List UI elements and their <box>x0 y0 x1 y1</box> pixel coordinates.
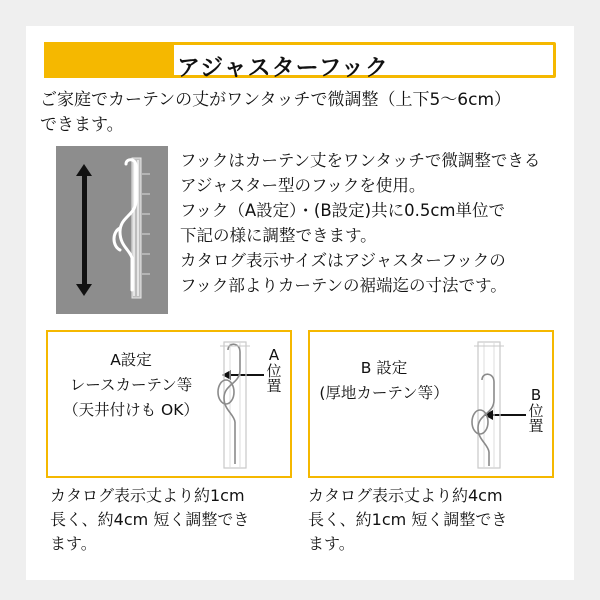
panel-captions <box>46 484 566 570</box>
panel-a-position-label: A 位 置 <box>266 346 282 396</box>
caption-a <box>50 484 300 556</box>
description-line: カタログ表示サイズはアジャスターフックの <box>180 251 506 271</box>
caption-b-line: 長く、約1cm 短く調整でき <box>308 510 508 529</box>
caption-b-line: ます。 <box>308 534 355 553</box>
title-banner-accent-bar <box>44 42 174 78</box>
panel-a-label: （天井付けも OK） <box>63 401 199 420</box>
panel-b-setting <box>308 330 554 478</box>
edge-shade-bottom <box>0 580 600 600</box>
panel-a-setting <box>46 330 292 478</box>
panel-b-label: (厚地カーテン等） <box>319 384 449 403</box>
description-line: フックはカーテン丈をワンタッチで微調整できる <box>180 151 541 170</box>
description-line: 下記の様に調整できます。 <box>180 226 377 246</box>
panel-a-label: レースカーテン等 <box>69 376 193 395</box>
feature-description <box>180 148 556 298</box>
intro-line: できます。 <box>40 114 124 135</box>
title-banner <box>44 42 556 81</box>
feature-block <box>56 146 556 316</box>
intro-paragraph <box>40 88 560 137</box>
edge-shade-top <box>0 0 600 26</box>
panel-b-labels <box>314 356 454 406</box>
page-title: アジャスターフック <box>177 55 389 81</box>
caption-a-line: ます。 <box>50 534 97 553</box>
panel-b-label: B 設定 <box>360 359 408 377</box>
description-line: アジャスター型のフックを使用。 <box>180 176 426 196</box>
arrow-shaft <box>82 174 87 286</box>
panel-b-position-label: B 位 置 <box>528 386 544 436</box>
intro-line: ご家庭でカーテンの丈がワンタッチで微調整（上下5〜6cm） <box>40 90 512 110</box>
hook-b-setting-diagram-icon <box>452 336 522 474</box>
adjuster-hook-photo-icon <box>102 154 160 306</box>
hook-photo <box>56 146 168 314</box>
panel-a-labels <box>56 348 206 423</box>
hook-a-setting-diagram-icon <box>198 336 268 474</box>
description-line: フック（A設定）・(B設定)共に0.5cm単位で <box>180 201 505 221</box>
edge-shade-left <box>0 0 26 600</box>
edge-shade-right <box>574 0 600 600</box>
panel-a-label: A設定 <box>110 351 152 369</box>
up-down-arrow-icon <box>74 164 94 296</box>
caption-a-line: カタログ表示丈より約1cm <box>50 486 245 505</box>
description-line: フック部よりカーテンの裾端迄の寸法です。 <box>180 276 507 296</box>
setting-panels <box>46 330 554 478</box>
caption-a-line: 長く、約4cm 短く調整でき <box>50 510 250 529</box>
arrow-head-down <box>76 284 92 296</box>
caption-b-line: カタログ表示丈より約4cm <box>308 486 503 505</box>
caption-b <box>308 484 558 556</box>
